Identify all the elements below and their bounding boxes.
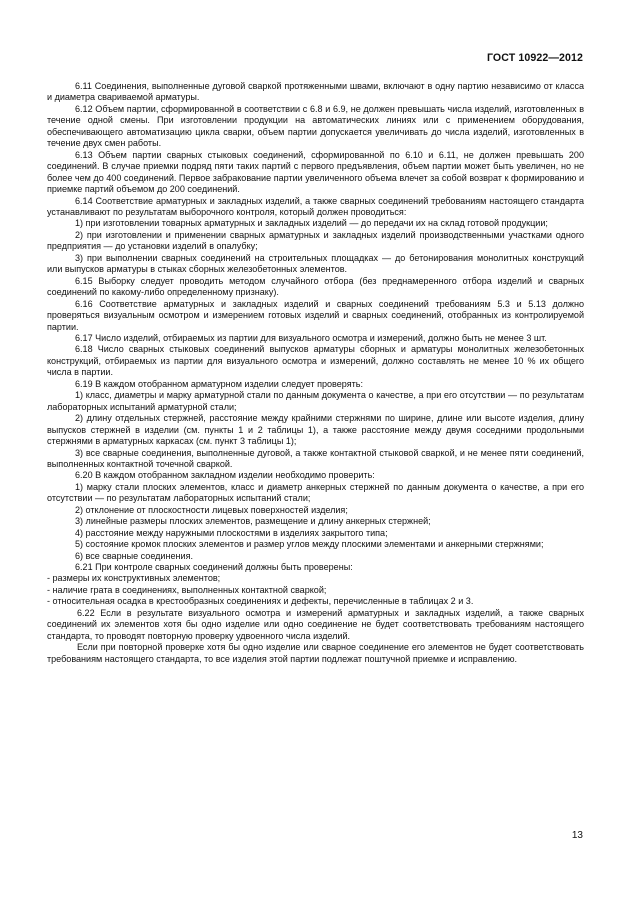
page-number: 13	[571, 830, 583, 841]
list-item-6-20-2: 2) отклонение от плоскостности лицевых поверхностей изделия;	[75, 504, 348, 515]
list-item-6-20-1: 1) марку стали плоских элементов, класс и диаметр анкерных стержней по данным документа о качестве, а при его отсутствии — по результатам лабораторных испытаний стали;	[47, 481, 584, 504]
list-item-6-20-4: 4) расстояние между наружными плоскостями в изделиях закрытого типа;	[75, 527, 388, 538]
list-item-6-19-1: 1) класс, диаметры и марку арматурной стали по данным документа о качестве, а при его отсутствии — по результатам лабораторных испытаний арматурной стали;	[47, 390, 584, 412]
paragraph-6-18: 6.18 Число сварных стыковых соединений выпусков арматуры сборных и арматуры монолитных железобетонных конструкций, отбираемых из партии для визуального осмотра и измерений, должно составлять не менее 10 % их общего числа в партии.	[47, 344, 584, 378]
list-item-6-20-5: 5) состояние кромок плоских элементов и размер углов между плоскими элементами и анкерными стержнями;	[75, 539, 544, 550]
paragraph-6-11: 6.11 Соединения, выполненные дуговой сваркой протяженными швами, включают в одну партию независимо от класса и диаметра свариваемой арматуры.	[47, 81, 584, 103]
paragraph-6-22-continued: Если при повторной проверке хотя бы одно изделие или сварное соединение его элементов не будет соответствовать требованиям настоящего стандарта, то все изделия этой партии подлежат поштучной приемке и исправлению.	[47, 642, 584, 664]
paragraph-6-12: 6.12 Объем партии, сформированной в соответствии с 6.8 и 6.9, не должен превышать числа изделий, изготовленных в течение одной смены. При изготовлении продукции на автоматических линиях или с применением оборудования, обеспечивающего автоматизацию цикла сварки, объем партии допускается увеличивать до числа изделий, изготовленных в течение двух смен работы.	[47, 103, 584, 149]
list-item-6-20-3: 3) линейные размеры плоских элементов, размещение и длину анкерных стержней;	[75, 516, 431, 527]
dash-item-2: - наличие грата в соединениях, выполненных контактной сваркой;	[47, 584, 327, 595]
dash-item-1: - размеры их конструктивных элементов;	[47, 573, 221, 584]
standard-header: ГОСТ 10922—2012	[486, 52, 583, 64]
document-body	[47, 81, 584, 665]
list-item-6-19-3: 3) все сварные соединения, выполненные дуговой, а также контактной стыковой сваркой, и не менее пяти соединений, выполненных контактной точечной сваркой.	[47, 447, 584, 469]
paragraph-6-15: 6.15 Выборку следует проводить методом случайного отбора (без преднамеренного отбора изделий и сварных соединений по какому-либо определенному признаку).	[47, 275, 584, 298]
list-item-6-20-6: 6) все сварные соединения.	[75, 550, 193, 561]
paragraph-6-20: 6.20 В каждом отобранном закладном изделии необходимо проверить:	[75, 470, 375, 481]
list-item-6-19-2: 2) длину отдельных стержней, расстояние между крайними стержнями по ширине, длине или высоте изделия, длину выпусков стержней в изделии (см. пункты 1 и 2 таблицы 1), а также расстояние между двумя соседними продольными стержнями в арматурных каркасах (см. пункт 3 таблицы 1);	[47, 413, 584, 447]
dash-item-3: - относительная осадка в крестообразных соединениях и дефекты, перечисленные в таблицах 2 и 3.	[47, 596, 474, 607]
paragraph-6-16: 6.16 Соответствие арматурных и закладных изделий и сварных соединений требованиям 5.3 и 5.13 должно проверяться визуальным осмотром и измерением готовых изделий и сварных соединений, отобранных из контролируемой партии.	[47, 298, 584, 332]
list-item-6-14-1: 1) при изготовлении товарных арматурных и закладных изделий — до передачи их на склад готовой продукции;	[75, 218, 548, 229]
paragraph-6-13: 6.13 Объем партии сварных стыковых соединений, сформированной по 6.10 и 6.11, не должен превышать 200 соединений. В случае приемки подряд пяти таких партий с первого предъявления, объем партии может быть увеличен, но не более чем до 400 соединений. Первое забракование партии увеличенного объема влечет за собой возврат к формированию и приемке партий объемом до 200 соединений.	[47, 149, 584, 195]
paragraph-6-21: 6.21 При контроле сварных соединений должны быть проверены:	[75, 562, 353, 573]
list-item-6-14-3: 3) при выполнении сварных соединений на строительных площадках — до бетонирования монолитных конструкций или выпусков арматуры в стыках сборных железобетонных элементов.	[47, 252, 584, 275]
paragraph-6-17: 6.17 Число изделий, отбираемых из партии для визуального осмотра и измерений, должно быть не менее 3 шт.	[75, 332, 547, 343]
paragraph-6-14: 6.14 Соответствие арматурных и закладных изделий, а также сварных соединений требованиям настоящего стандарта устанавливают по результатам выборочного контроля, который должен проводиться:	[47, 195, 584, 217]
paragraph-6-19: 6.19 В каждом отобранном арматурном изделии следует проверять:	[75, 378, 363, 389]
paragraph-6-22: 6.22 Если в результате визуального осмотра и измерений арматурных и закладных изделий, а также сварных соединений их элементов хотя бы одно изделие или одно соединение не будет соответствовать требованиям настоящего стандарта, то проводят повторную проверку удвоенного числа изделий.	[47, 607, 584, 641]
list-item-6-14-2: 2) при изготовлении и применении сварных арматурных и закладных изделий производственными участками одного предприятия — до установки изделий в опалубку;	[47, 229, 584, 252]
